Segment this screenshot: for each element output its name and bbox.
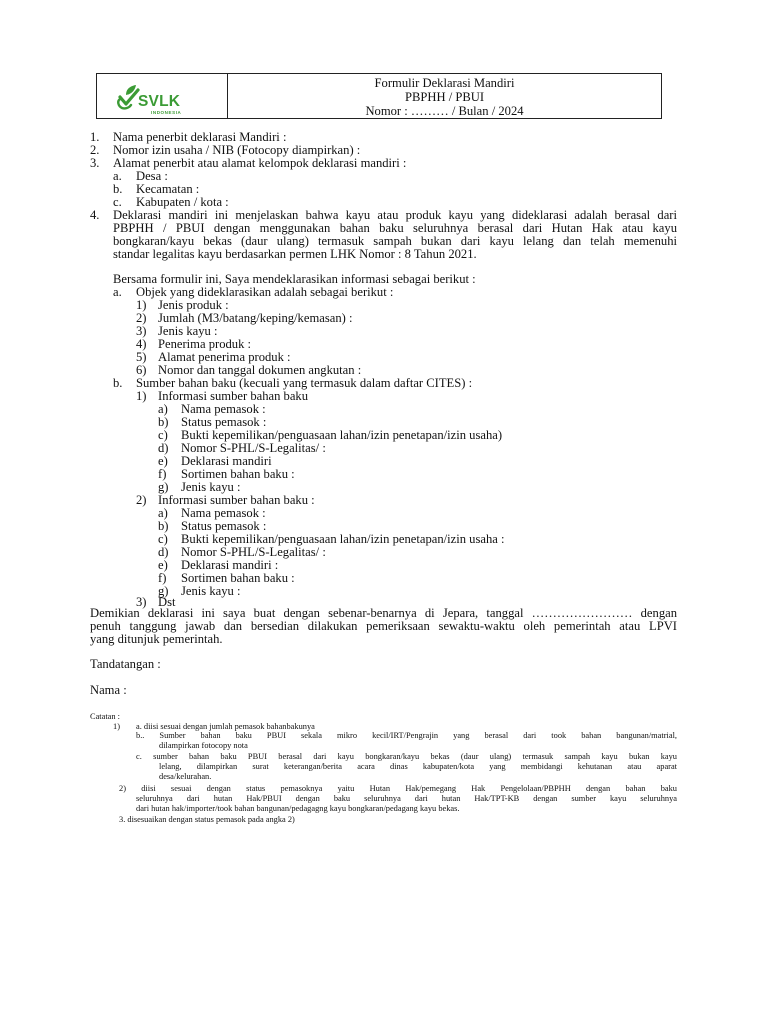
list-marker: 4. [90,208,100,222]
field-sortimen: Sortimen bahan baku : [181,571,295,585]
list-marker: b) [158,415,169,429]
list-item-nib: Nomor izin usaha / NIB (Fotocopy diampirkan) : [113,143,361,157]
closing-line: Demikian deklarasi ini saya buat dengan sebenar-benarnya di Jepara, tanggal …………………… dengan [90,606,677,620]
list-marker: 1) [136,298,147,312]
logo-subtext: INDONESIA [151,110,182,115]
list-marker: f) [158,571,167,585]
subsection-sumber-1: Informasi sumber bahan baku [158,389,309,403]
note-1c-cont: desa/kelurahan. [159,772,212,781]
field-nama-pemasok: Nama pemasok : [181,402,266,416]
list-marker: 1. [90,130,100,144]
list-marker: d) [158,545,169,559]
field-status-pemasok: Status pemasok : [181,415,267,429]
form-subtitle: PBPHH / PBUI [404,90,485,104]
field-jenis-kayu: Jenis kayu : [181,480,241,494]
field-alamat-penerima: Alamat penerima produk : [158,350,291,364]
list-item-kabupaten: Kabupaten / kota : [136,195,229,209]
list-item-alamat: Alamat penerbit atau alamat kelompok deklarasi mandiri : [113,156,407,170]
field-status-pemasok: Status pemasok : [181,519,267,533]
list-marker: a. [113,285,122,299]
list-marker: a. [113,169,122,183]
note-2-cont: seluruhnya dari hutan Hak/PBUI dengan baku seluruhnya dari hutan Hak/TPT-KB dengan sumber kayu seluruhnya [136,794,677,803]
note-1a: a. diisi sesuai dengan jumlah pemasok bahanbakunya [136,722,315,731]
list-item-dst: Dst [158,595,176,609]
list-marker: 1) [113,722,120,731]
field-deklarasi-mandiri: Deklarasi mandiri [181,454,272,468]
note-3: 3. disesuaikan dengan status pemasok pada angka 2) [119,815,295,824]
leaf-check-icon [116,84,140,110]
logo-cell [97,74,228,118]
list-marker: 5) [136,350,147,364]
subsection-sumber-2: Informasi sumber bahan baku : [158,493,315,507]
list-marker: e) [158,558,168,572]
declaration-intro: Bersama formulir ini, Saya mendeklarasikan informasi sebagai berikut : [113,272,476,286]
list-marker: 3) [136,595,147,609]
list-marker: 2) [136,493,147,507]
field-bukti-kepemilikan: Bukti kepemilikan/penguasaan lahan/izin penetapan/izin usaha : [181,532,505,546]
list-marker: b) [158,519,169,533]
field-sortimen: Sortimen bahan baku : [181,467,295,481]
closing-line: yang ditunjuk pemerintah. [90,632,223,646]
list-marker: c) [158,428,168,442]
list-marker: 4) [136,337,147,351]
paragraph-line: bongkaran/kayu bekas (daur ulang) termasuk sampah bukan dari kayu lelang dan telah memenuhi [113,234,677,248]
note-1b-cont: dilampirkan fotocopy nota [159,741,248,750]
list-marker: 1) [136,389,147,403]
list-marker: c. [113,195,122,209]
paragraph-line: Deklarasi mandiri ini menjelaskan bahwa kayu atau produk kayu yang dideklarasi adalah berasal dari [113,208,677,222]
field-bukti-kepemilikan: Bukti kepemilikan/penguasaan lahan/izin penetapan/izin usaha) [181,428,503,442]
header-title [228,74,661,118]
svlk-logo [116,82,206,114]
field-penerima: Penerima produk : [158,337,252,351]
list-marker: g) [158,480,169,494]
list-marker: a) [158,402,168,416]
field-jumlah: Jumlah (M3/batang/keping/kemasan) : [158,311,353,325]
note-1c-cont: lelang, dilampirkan surat keterangan/berita acara dinas kabupaten/kota yang membidangi kehutanan atau aparat [159,762,677,771]
note-2-cont: dari hutan hak/importer/took bahan bangunan/pedagagng kayu bongkaran/pedagang kayu bekas. [136,804,460,813]
form-number: Nomor : ……… / Bulan / 2024 [365,104,524,118]
note-1c: c. sumber bahan baku PBUI berasal dari kayu bongkaran/kayu bekas (daur ulang) termasuk sampah kayu bukan kayu [136,752,677,761]
list-marker: e) [158,454,168,468]
paragraph-line: standar legalitas kayu berdasarkan permen LHK Nomor : 8 Tahun 2021. [113,247,477,261]
logo-text: SVLK [138,93,181,110]
list-marker: 3. [90,156,100,170]
section-objek: Objek yang dideklarasikan adalah sebagai berikut : [136,285,394,299]
field-deklarasi-mandiri: Deklarasi mandiri : [181,558,279,572]
list-marker: 6) [136,363,147,377]
note-1b: b.. Sumber bahan baku PBUI sekala mikro kecil/IRT/Pengrajin yang berasal dari took bahan bangunan/matrial, [136,731,677,740]
list-marker: d) [158,441,169,455]
field-dokumen-angkutan: Nomor dan tanggal dokumen angkutan : [158,363,362,377]
closing-line: penuh tanggung jawab dan bersedian dilakukan pemeriksaan sewaktu-waktu oleh pemerintah atau LPVI [90,619,677,633]
list-marker: 2. [90,143,100,157]
notes-title: Catatan : [90,712,120,721]
signature-label: Tandatangan : [90,657,161,671]
section-sumber: Sumber bahan baku (kecuali yang termasuk dalam daftar CITES) : [136,376,473,390]
list-marker: c) [158,532,168,546]
field-jenis-produk: Jenis produk : [158,298,229,312]
field-jenis-kayu: Jenis kayu : [158,324,218,338]
field-jenis-kayu: Jenis kayu : [181,584,241,598]
field-nomor-sphl: Nomor S-PHL/S-Legalitas/ : [181,441,326,455]
list-marker: a) [158,506,168,520]
header-box [96,73,662,119]
list-item-desa: Desa : [136,169,168,183]
field-nomor-sphl: Nomor S-PHL/S-Legalitas/ : [181,545,326,559]
form-title: Formulir Deklarasi Mandiri [374,76,515,90]
list-marker: f) [158,467,167,481]
list-marker: g) [158,584,169,598]
field-nama-pemasok: Nama pemasok : [181,506,266,520]
name-label: Nama : [90,683,127,697]
list-marker: b. [113,182,123,196]
paragraph-line: PBPHH / PBUI dengan menggunakan bahan baku seluruhnya berasal dari Hutan Hak atau kayu [113,221,677,235]
list-item-penerbit: Nama penerbit deklarasi Mandiri : [113,130,287,144]
list-marker: 2) [136,311,147,325]
list-marker: b. [113,376,123,390]
note-2: 2) diisi sesuai dengan status pemasoknya yaitu Hutan Hak/pemegang Hak Pengelolaan/PBPHH dengan bahan baku [119,784,677,793]
list-marker: 3) [136,324,147,338]
list-item-kecamatan: Kecamatan : [136,182,200,196]
